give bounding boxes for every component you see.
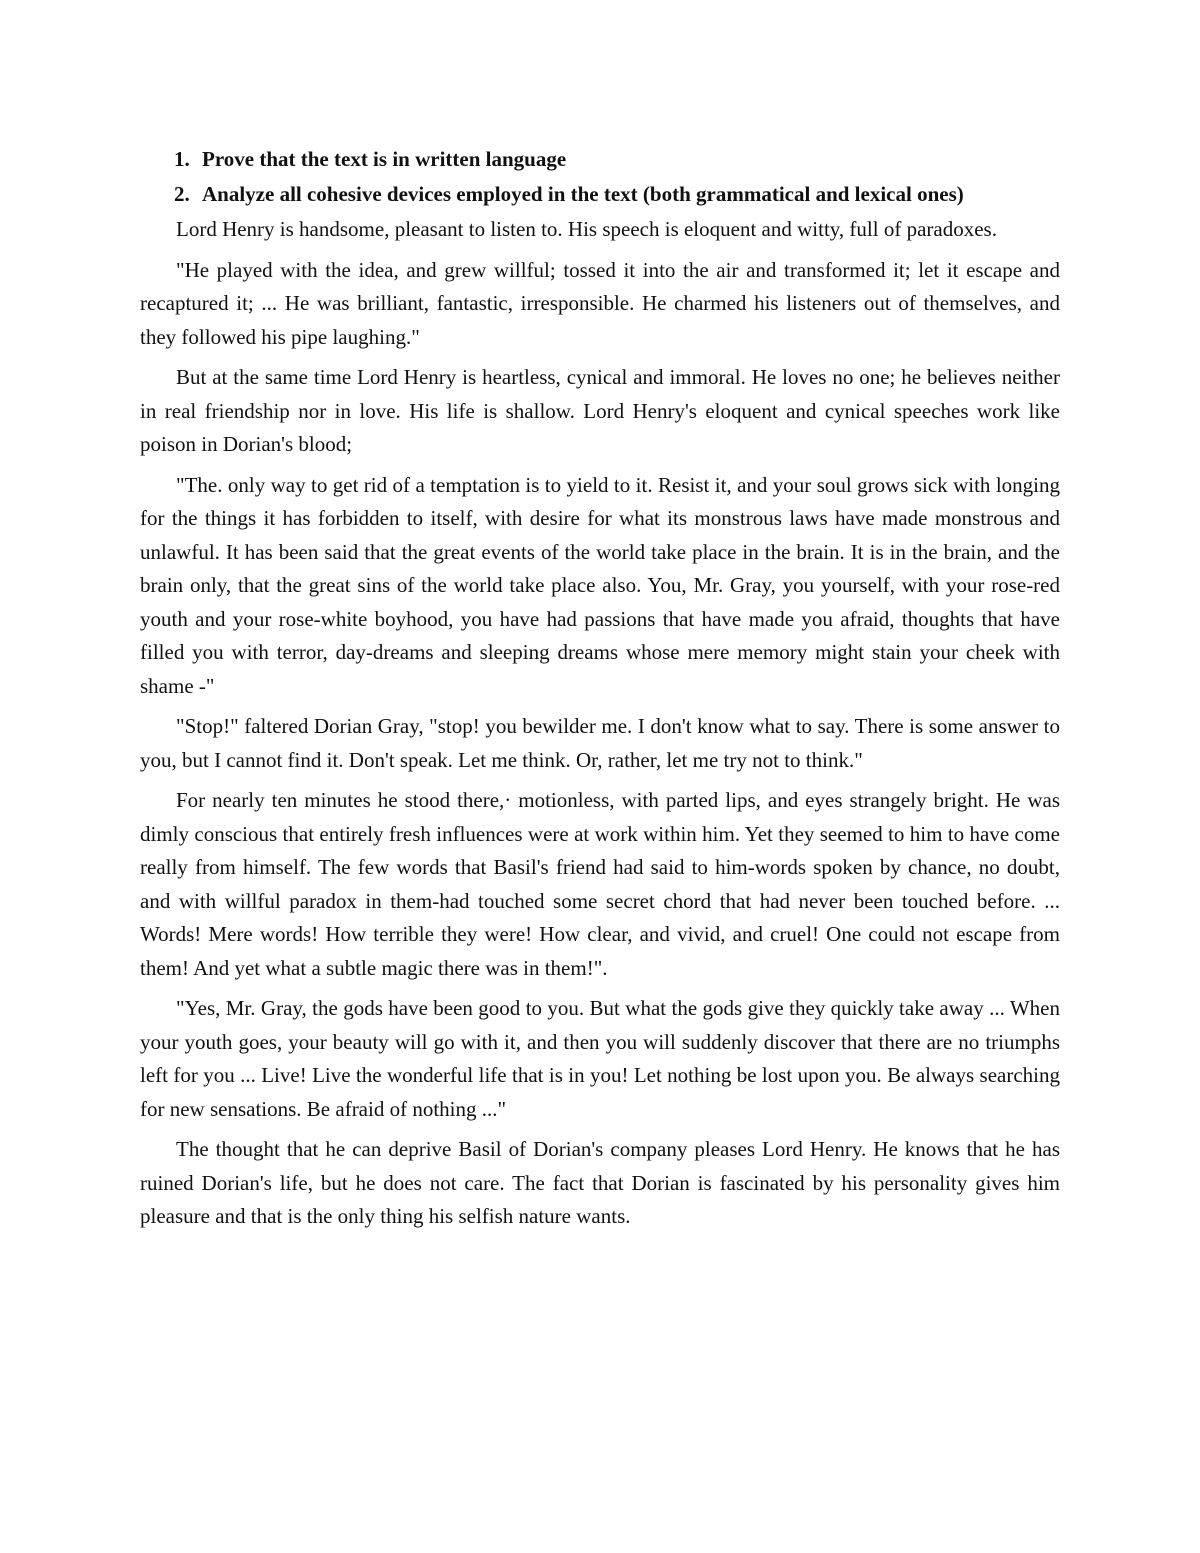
task-number: 2. xyxy=(174,182,190,206)
task-text: Analyze all cohesive devices employed in the text (both grammatical and lexical ones) xyxy=(202,182,964,206)
paragraph-ten-minutes: For nearly ten minutes he stood there,· motionless, with parted lips, and eyes strangely bright. He was dimly conscious that entirely fresh influences were at work within him. Yet they seemed to him to have come really from himself. The few words that Basil's friend had said to him-words spoken by chance, no doubt, and with willful paradox in them-had touched some secret chord that had never been touched before. ... Words! Mere words! How terrible they were! How clear, and vivid, and cruel! One could not escape from them! And yet what a subtle magic there was in them!". xyxy=(140,788,1060,980)
paragraph-quote-temptation: "The. only way to get rid of a temptation is to yield to it. Resist it, and your soul grows sick with longing for the things it has forbidden to itself, with desire for what its monstrous laws have made monstrous and unlawful. It has been said that the great events of the world take place in the brain. It is in the brain, and the brain only, that the great sins of the world take place also. You, Mr. Gray, you yourself, with your rose-red youth and your rose-white boyhood, you have had passions that have made you afraid, thoughts that have filled you with terror, day-dreams and sleeping dreams whose mere memory might stain your cheek with shame -" xyxy=(140,472,1060,698)
paragraph-conclusion: The thought that he can deprive Basil of Dorian's company pleases Lord Henry. He knows that he has ruined Dorian's life, but he does not care. The fact that Dorian is fascinated by his personality gives him pleasure and that is the only thing his selfish nature wants. xyxy=(140,1137,1060,1228)
document-page xyxy=(140,142,1060,1241)
paragraph-heartless: But at the same time Lord Henry is heartless, cynical and immoral. He loves no one; he believes neither in real friendship nor in love. His life is shallow. Lord Henry's eloquent and cynical speeches work like poison in Dorian's blood; xyxy=(140,365,1060,456)
task-number: 1. xyxy=(174,147,190,171)
task-item xyxy=(140,177,1060,211)
paragraph-quote-gods: "Yes, Mr. Gray, the gods have been good to you. But what the gods give they quickly take away ... When your youth goes, your beauty will go with it, and then you will suddenly discover that there are no triumphs left for you ... Live! Live the wonderful life that is in you! Let nothing be lost upon you. Be always searching for new sensations. Be afraid of nothing ..." xyxy=(140,996,1060,1121)
task-text: Prove that the text is in written language xyxy=(202,147,567,171)
task-list xyxy=(140,142,1060,211)
paragraph-quote-stop: "Stop!" faltered Dorian Gray, "stop! you bewilder me. I don't know what to say. There is some answer to you, but I cannot find it. Don't speak. Let me think. Or, rather, let me try not to think." xyxy=(140,714,1060,772)
task-item xyxy=(140,142,1060,176)
paragraph-quote-idea: "He played with the idea, and grew willful; tossed it into the air and transformed it; let it escape and recaptured it; ... He was brilliant, fantastic, irresponsible. He charmed his listeners out of themselves, and they followed his pipe laughing." xyxy=(140,257,1060,349)
paragraph-lord-henry-intro: Lord Henry is handsome, pleasant to listen to. His speech is eloquent and witty, full of paradoxes. xyxy=(176,217,997,241)
